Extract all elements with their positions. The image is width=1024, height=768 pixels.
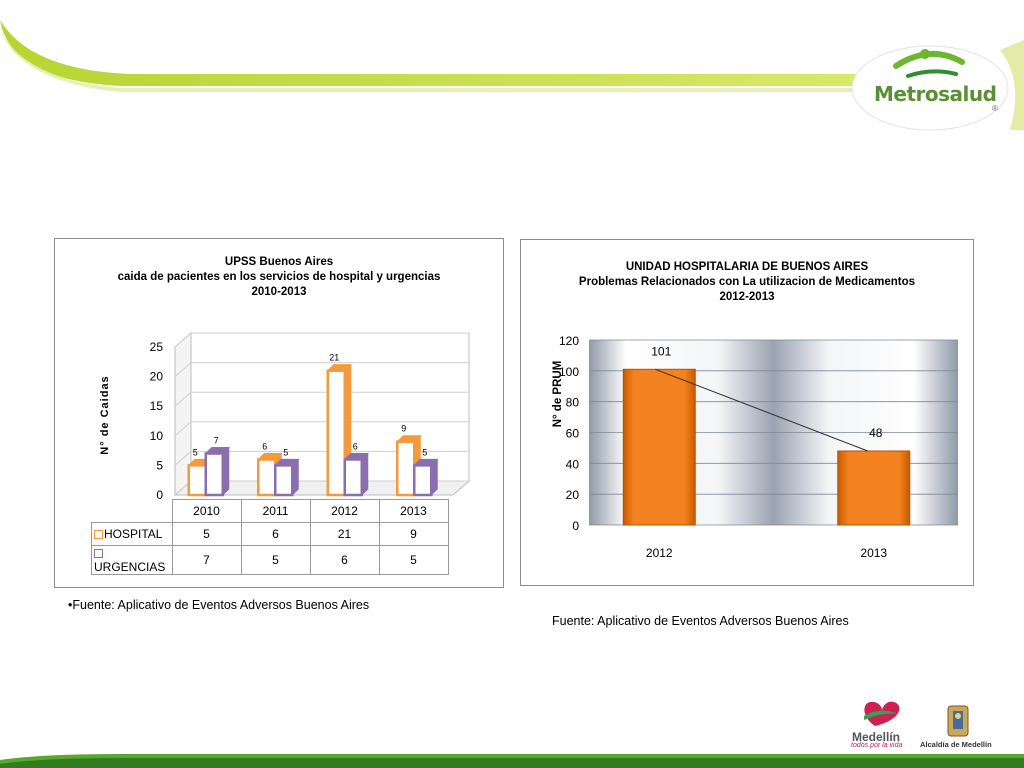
table-cell: 5: [379, 546, 448, 575]
y-tick-label: 100: [558, 364, 579, 379]
bar: [397, 442, 414, 495]
x-tick-label: 2012: [645, 546, 673, 560]
table-year-cell: 2012: [310, 500, 379, 523]
chart-caidas-title-line-2: caida de pacientes en los servicios de hospital y urgencias: [117, 271, 441, 283]
y-tick-label: 10: [149, 428, 163, 443]
chart-caidas-title-line-3: 2010-2013: [251, 286, 307, 298]
table-row-label: [92, 523, 173, 546]
data-label: 5: [283, 447, 289, 458]
y-tick-label: 60: [565, 426, 579, 441]
y-tick-label: 120: [558, 334, 579, 348]
y-tick-label: 5: [156, 458, 163, 473]
table-cell: 6: [310, 546, 379, 575]
bar: [206, 454, 223, 495]
chart-prum-plot: [521, 240, 973, 585]
y-tick-label: 20: [565, 488, 579, 503]
registered-mark: ®: [992, 104, 998, 113]
table-cell: 5: [241, 546, 310, 575]
bar: [345, 459, 362, 495]
table-cell: 21: [310, 523, 379, 546]
chart-caidas-panel: [54, 238, 504, 588]
chart-prum-ylabel: N° de PRUM: [552, 360, 564, 428]
chart-prum-panel: [520, 239, 974, 586]
chart-caidas-ylabel: N° de Caidas: [99, 375, 111, 455]
y-tick-label: 80: [565, 395, 579, 410]
data-label: 6: [262, 441, 268, 452]
chart-prum-title-line-2: Problemas Relacionados con La utilizacion de Medicamentos: [578, 276, 916, 288]
table-year-cell: 2011: [241, 500, 310, 523]
data-label: 7: [213, 435, 219, 446]
table-corner: [92, 500, 173, 523]
data-label: 6: [352, 441, 358, 452]
source-note-right: Fuente: Aplicativo de Eventos Adversos Buenos Aires: [552, 614, 849, 628]
y-tick-label: 20: [149, 369, 163, 384]
source-note-left: •Fuente: Aplicativo de Eventos Adversos Buenos Aires: [68, 598, 370, 612]
bar: [189, 465, 206, 495]
alcaldia-label: Alcaldía de Medellín: [920, 740, 992, 749]
y-tick-label: 25: [149, 340, 163, 354]
medellin-heart-icon: [864, 702, 900, 726]
medellin-logo-text: Medellín: [852, 730, 901, 744]
bar: [623, 369, 695, 525]
bar: [414, 465, 431, 495]
table-cell: 6: [241, 523, 310, 546]
chart-caidas-data-table: [91, 499, 449, 575]
alcaldia-crest-icon: [948, 706, 968, 736]
data-label: 5: [422, 447, 428, 458]
chart-prum-title-line-1: UNIDAD HOSPITALARIA DE BUENOS AIRES: [625, 261, 869, 273]
bar: [275, 465, 292, 495]
data-label: 5: [192, 447, 198, 458]
data-label: 21: [329, 352, 340, 363]
data-label: 9: [401, 423, 407, 434]
table-header-row: [92, 500, 449, 523]
y-tick-label: 0: [156, 488, 163, 502]
data-label: 101: [651, 344, 672, 359]
table-row-label: [92, 546, 173, 575]
table-cell: 7: [172, 546, 241, 575]
table-year-cell: 2010: [172, 500, 241, 523]
hospital-legend-swatch: [94, 530, 103, 539]
chart-prum-title-line-3: 2012-2013: [719, 291, 775, 303]
table-cell: 5: [172, 523, 241, 546]
table-row-urgencias: [92, 546, 449, 575]
y-tick-label: 40: [565, 457, 579, 472]
table-row-hospital: [92, 523, 449, 546]
data-label: 48: [869, 426, 883, 440]
table-cell: 9: [379, 523, 448, 546]
table-year-cell: 2013: [379, 500, 448, 523]
bar: [838, 451, 910, 525]
urgencias-legend-swatch: [94, 549, 103, 558]
bar: [258, 459, 275, 495]
y-tick-label: 15: [149, 399, 163, 414]
metrosalud-logo: Metrosalud: [874, 82, 997, 106]
y-tick-label: 0: [572, 519, 579, 533]
chart-caidas-title-line-1: UPSS Buenos Aires: [224, 256, 334, 268]
hospital-legend-label: HOSPITAL: [104, 527, 163, 541]
medellin-slogan: todos por la vida: [851, 742, 903, 749]
x-tick-label: 2013: [860, 546, 888, 560]
bar: [328, 371, 345, 495]
urgencias-legend-label: URGENCIAS: [94, 560, 166, 574]
